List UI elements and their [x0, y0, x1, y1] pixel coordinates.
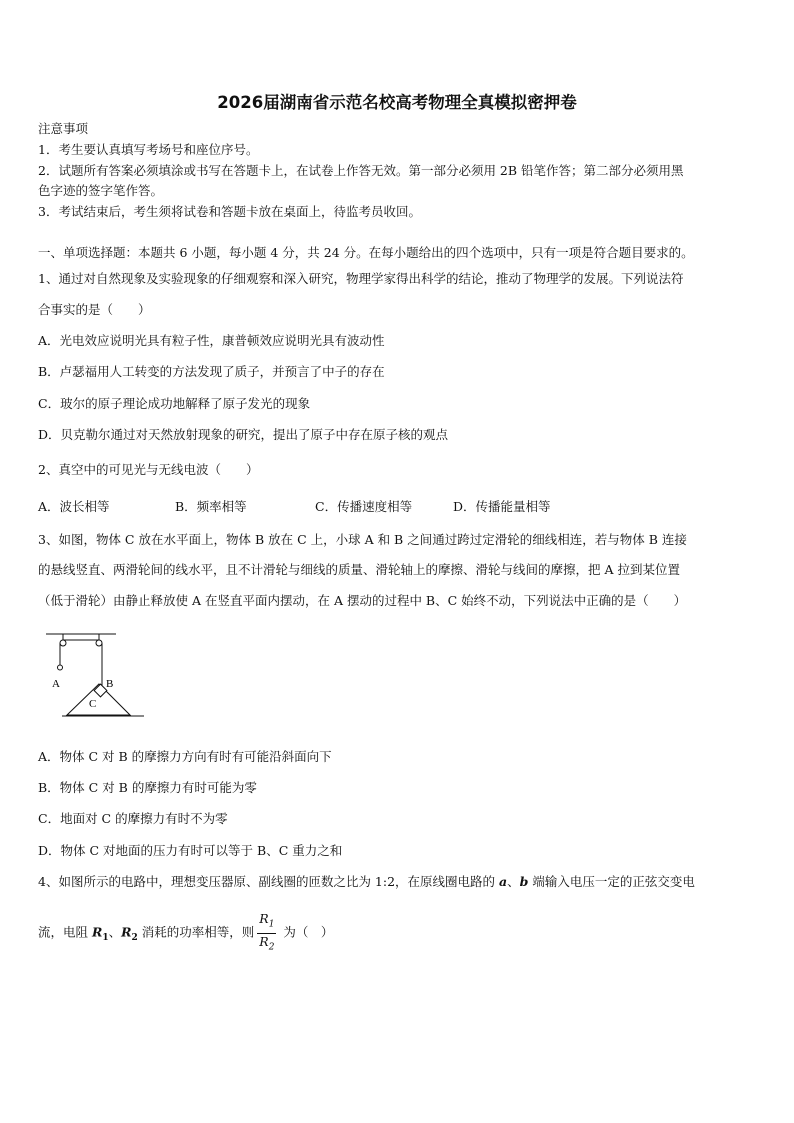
q2-option-b: B．频率相等: [175, 499, 247, 514]
q1-option-a: A．光电效应说明光具有粒子性，康普顿效应说明光具有波动性: [38, 333, 385, 348]
q1-option-c: C．玻尔的原子理论成功地解释了原子发光的现象: [38, 396, 311, 411]
q3-stem: 3、如图，物体 C 放在水平面上，物体 B 放在 C 上，小球 A 和 B 之间通过跨过定滑轮的细线相连，若与物体 B 连接: [38, 532, 687, 547]
q3-figure: [46, 630, 150, 722]
q3-option-a: A．物体 C 对 B 的摩擦力方向有时有可能沿斜面向下: [38, 749, 332, 764]
q3-option-d: D．物体 C 对地面的压力有时可以等于 B、C 重力之和: [38, 843, 343, 858]
label-a: A: [52, 678, 60, 690]
q3-option-b: B．物体 C 对 B 的摩擦力有时可能为零: [38, 780, 257, 795]
right-pulley-icon: [96, 640, 102, 646]
q3-option-c: C．地面对 C 的摩擦力有时不为零: [38, 811, 228, 826]
label-c: C: [89, 698, 97, 710]
ball-a-icon: [58, 665, 63, 670]
q2-option-c: C．传播速度相等: [315, 499, 413, 514]
notice-item: 1．考生要认真填写考场号和座位序号。: [38, 142, 259, 157]
notice-item: 色字迹的签字笔作答。: [38, 183, 164, 198]
q1-stem-cont: 合事实的是（ ）: [38, 302, 151, 317]
q3-stem-cont: （低于滑轮）由静止释放使 A 在竖直平面内摆动，在 A 摆动的过程中 B、C 始终不动，下列说法中正确的是（ ）: [38, 593, 687, 608]
section-heading: 一、单项选择题：本题共 6 小题，每小题 4 分，共 24 分。在每小题给出的四个选项中，只有一项是符合题目要求的。: [38, 245, 694, 260]
notice-heading: 注意事项: [38, 121, 89, 136]
q2-option-d: D．传播能量相等: [453, 499, 551, 514]
q3-stem-cont: 的悬线竖直、两滑轮间的线水平，且不计滑轮与细线的质量、滑轮轴上的摩擦、滑轮与线间的摩擦，把 A 拉到某位置: [38, 562, 680, 577]
notice-item: 2．试题所有答案必须填涂或书写在答题卡上，在试卷上作答无效。第一部分必须用 2B 铅笔作答；第二部分必须用黑: [38, 163, 684, 178]
q2-stem: 2、真空中的可见光与无线电波（ ）: [38, 462, 259, 477]
q2-options: [38, 499, 551, 515]
q1-option-b: B．卢瑟福用人工转变的方法发现了质子，并预言了中子的存在: [38, 364, 385, 379]
q4-stem: 4、如图所示的电路中，理想变压器原、副线圈的匝数之比为 1:2，在原线圈电路的 a、b 端输入电压一定的正弦交变电: [38, 874, 695, 889]
ratio-fraction: $\frac{R_1}{R_2}$: [259, 911, 275, 952]
q1-stem: 1、通过对自然现象及实验现象的仔细观察和深入研究，物理学家得出科学的结论，推动了物理学的发展。下列说法符: [38, 271, 684, 286]
notice-item: 3．考试结束后，考生须将试卷和答题卡放在桌面上，待监考员收回。: [38, 204, 421, 219]
q2-option-a: A．波长相等: [38, 499, 110, 514]
label-b: B: [106, 678, 114, 690]
q4-stem-cont: 流，电阻 $R_1$、$R_2$ 消耗的功率相等，则 $\frac{R_1}{R_2}$ 为（ ）: [38, 911, 333, 955]
left-pulley-icon: [60, 640, 66, 646]
q1-option-d: D．贝克勒尔通过对天然放射现象的研究，提出了原子中存在原子核的观点: [38, 427, 449, 442]
exam-title: 2026届湖南省示范名校高考物理全真模拟密押卷: [217, 93, 577, 112]
